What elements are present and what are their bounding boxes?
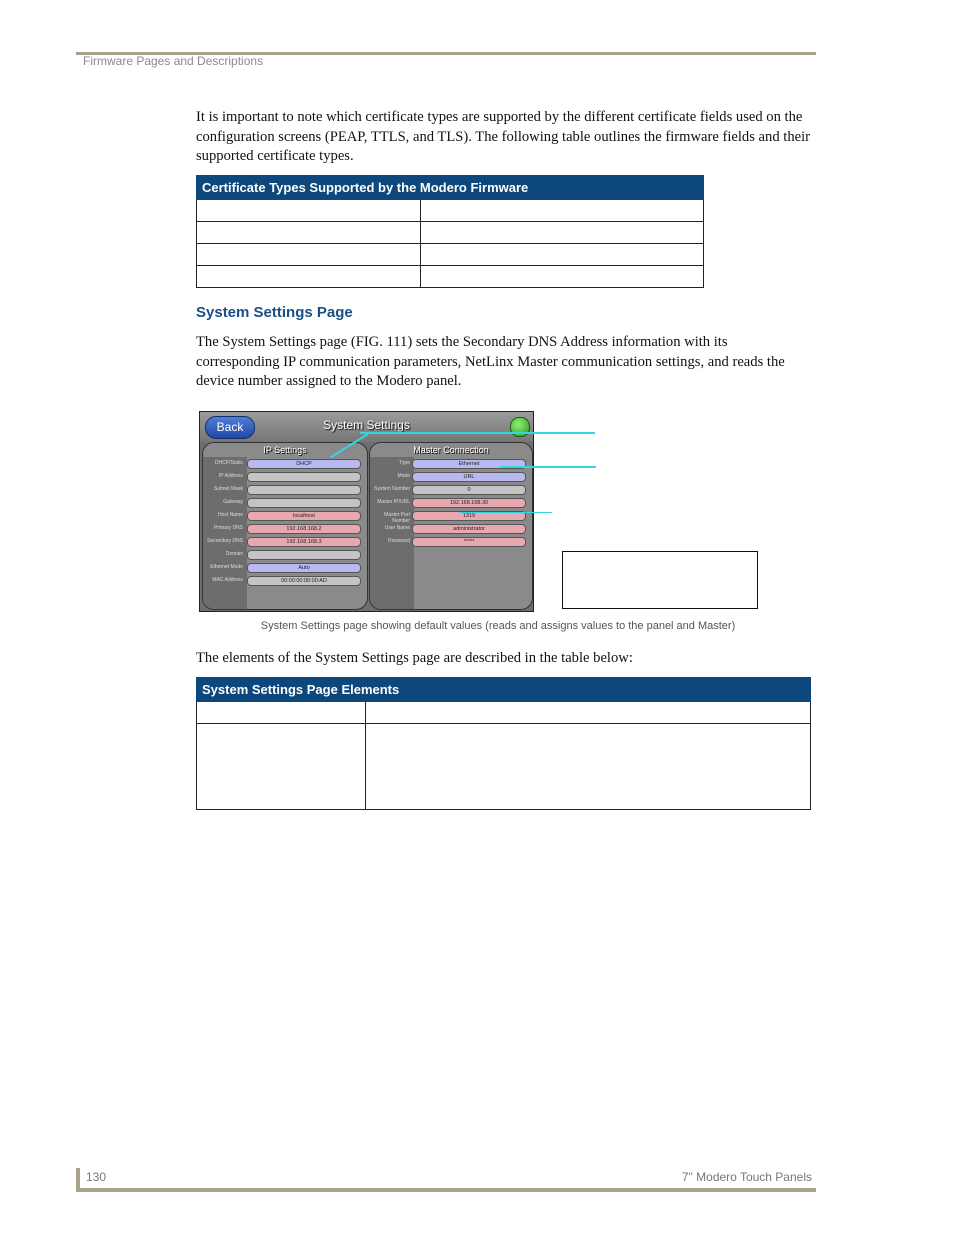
intro-paragraph xyxy=(196,108,810,167)
intro-line: supported certificate types. xyxy=(196,148,354,165)
callout-line xyxy=(500,466,596,468)
master-field-input[interactable]: administrator xyxy=(412,524,526,534)
ip-field-input[interactable]: 192.168.168.2 xyxy=(247,524,361,534)
master-field-input[interactable]: 1319 xyxy=(412,511,526,521)
table-title: System Settings Page Elements xyxy=(197,678,811,702)
section-line: device number assigned to the Modero panel. xyxy=(196,373,462,390)
table-row xyxy=(197,724,811,810)
master-field-label: Type xyxy=(399,460,410,466)
ip-field-input[interactable]: DHCP xyxy=(247,459,361,469)
table-cell xyxy=(421,244,704,266)
table-cell xyxy=(197,244,421,266)
master-connection-heading: Master Connection xyxy=(413,445,489,455)
master-field-input[interactable]: URL xyxy=(412,472,526,482)
master-field-label: Master Port Number xyxy=(384,512,410,524)
table-cell xyxy=(421,200,704,222)
master-field-label: Master IP/URL xyxy=(377,499,410,505)
master-field-input[interactable]: 0 xyxy=(412,485,526,495)
intro-line: It is important to note which certificate types are supported by the different certificate fields used on the xyxy=(196,109,803,125)
master-field-input[interactable]: 192.168.168.30 xyxy=(412,498,526,508)
section-line: The System Settings page (FIG. 111) sets the Secondary DNS Address information with its xyxy=(196,334,728,350)
callout-line xyxy=(460,512,552,513)
ip-field-label: IP Address xyxy=(218,473,243,479)
ip-field-input[interactable]: 192.168.168.3 xyxy=(247,537,361,547)
ip-field-input[interactable]: Auto xyxy=(247,563,361,573)
table-row xyxy=(197,244,704,266)
ip-field-input[interactable] xyxy=(247,550,361,560)
table-cell xyxy=(366,724,811,810)
ip-field-label: MAC Address xyxy=(212,577,243,583)
table-cell xyxy=(197,266,421,288)
table-row xyxy=(197,702,811,724)
ip-field-input[interactable]: 00:00:00:00:00:AD xyxy=(247,576,361,586)
intro-line: configuration screens (PEAP, TTLS, and TLS). The following table outlines the firmware fields and their xyxy=(196,128,811,145)
table-row xyxy=(197,266,704,288)
callout-line xyxy=(360,432,595,434)
ip-field-label: Secondary DNS xyxy=(207,538,243,544)
master-field-label: User Name xyxy=(384,525,410,531)
connection-status-icon[interactable] xyxy=(510,417,530,437)
certificate-types-table xyxy=(196,175,704,288)
table-cell xyxy=(421,222,704,244)
master-field-label: Mode xyxy=(397,473,410,479)
document-title: 7" Modero Touch Panels xyxy=(681,1170,812,1184)
table-row xyxy=(197,222,704,244)
ip-field-label: Primary DNS xyxy=(213,525,243,531)
callout-box xyxy=(562,551,758,609)
ip-settings-heading: IP Settings xyxy=(263,445,307,455)
ip-field-input[interactable] xyxy=(247,498,361,508)
master-labels-column xyxy=(370,457,414,609)
section-heading: System Settings Page xyxy=(196,304,353,321)
table-cell xyxy=(366,702,811,724)
ip-field-label: Gateway xyxy=(223,499,243,505)
ip-field-label: Host Name xyxy=(217,512,243,518)
ip-field-label: DHCP/Static xyxy=(214,460,243,466)
elements-intro: The elements of the System Settings page are described in the table below: xyxy=(196,650,633,666)
section-line: corresponding IP communication parameters, NetLinx Master communication settings, and reads the xyxy=(196,353,785,370)
ip-field-label: Subnet Mask xyxy=(213,486,243,492)
ip-settings-panel xyxy=(202,442,368,610)
master-field-input[interactable]: Ethernet xyxy=(412,459,526,469)
back-button[interactable]: Back xyxy=(205,416,255,439)
ip-field-input[interactable] xyxy=(247,472,361,482)
ip-field-label: Domain xyxy=(225,551,243,557)
figure-caption: System Settings page showing default values (reads and assigns values to the panel and Master) xyxy=(260,620,736,632)
master-field-label: System Number xyxy=(374,486,410,492)
table-row xyxy=(197,200,704,222)
page-number: 130 xyxy=(86,1170,107,1184)
running-header: Firmware Pages and Descriptions xyxy=(83,54,264,68)
table-title: Certificate Types Supported by the Modero Firmware xyxy=(197,176,704,200)
ip-labels-column xyxy=(203,457,247,609)
screenshot-title: System Settings xyxy=(323,418,410,432)
table-cell xyxy=(197,724,366,810)
master-field-input[interactable]: ***** xyxy=(412,537,526,547)
table-cell xyxy=(197,200,421,222)
table-cell xyxy=(197,702,366,724)
section-paragraph xyxy=(196,333,785,392)
ip-field-input[interactable] xyxy=(247,485,361,495)
ip-field-label: Ethernet Mode xyxy=(210,564,243,570)
table-cell xyxy=(421,266,704,288)
table-cell xyxy=(197,222,421,244)
ip-field-input[interactable]: localhost xyxy=(247,511,361,521)
footer-rule xyxy=(76,1188,816,1192)
system-settings-elements-table xyxy=(196,677,811,810)
master-field-label: Password xyxy=(388,538,410,544)
